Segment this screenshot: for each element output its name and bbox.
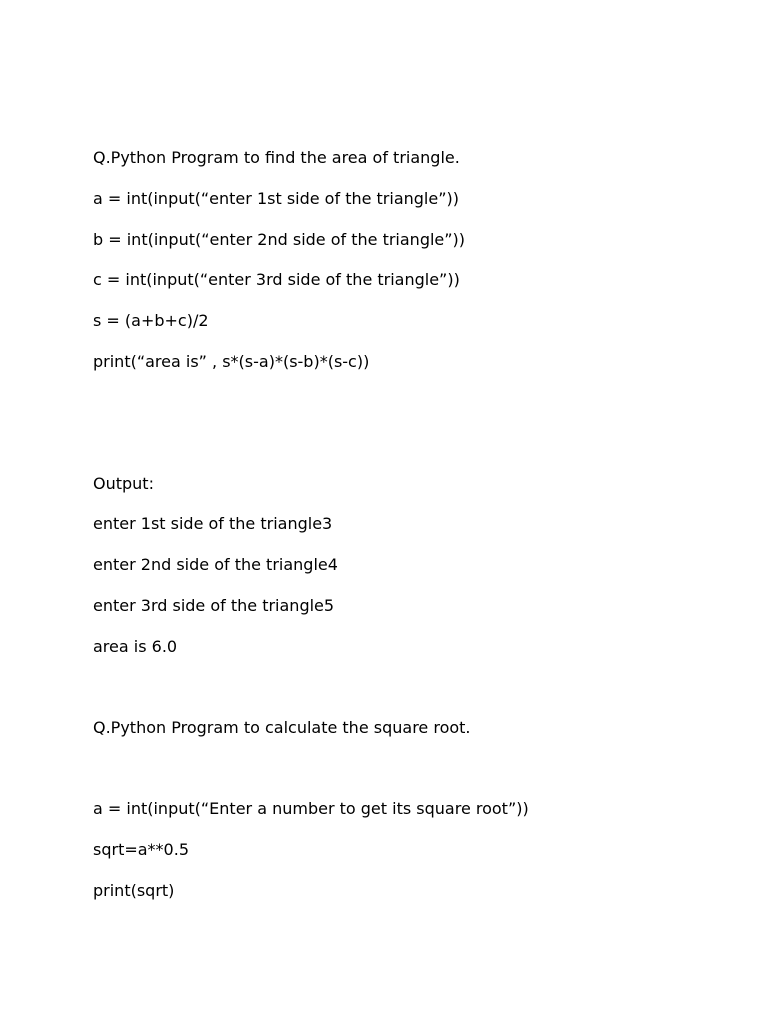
code-line: a = int(input(“Enter a number to get its square root”)) bbox=[93, 799, 529, 818]
output-line: enter 3rd side of the triangle5 bbox=[93, 596, 335, 615]
output-line: enter 2nd side of the triangle4 bbox=[93, 555, 338, 574]
code-line: s = (a+b+c)/2 bbox=[93, 311, 209, 330]
output-line: enter 1st side of the triangle3 bbox=[93, 514, 333, 533]
code-line: sqrt=a**0.5 bbox=[93, 840, 189, 859]
question-heading: Q.Python Program to calculate the square root. bbox=[93, 718, 471, 737]
question-heading: Q.Python Program to find the area of triangle. bbox=[93, 148, 460, 167]
code-line: b = int(input(“enter 2nd side of the triangle”)) bbox=[93, 230, 466, 249]
output-line: area is 6.0 bbox=[93, 637, 178, 656]
output-heading: Output: bbox=[93, 474, 154, 493]
code-line: a = int(input(“enter 1st side of the triangle”)) bbox=[93, 189, 459, 208]
code-line: print(sqrt) bbox=[93, 881, 175, 900]
code-line: c = int(input(“enter 3rd side of the triangle”)) bbox=[93, 270, 460, 289]
code-line: print(“area is” , s*(s-a)*(s-b)*(s-c)) bbox=[93, 352, 370, 371]
